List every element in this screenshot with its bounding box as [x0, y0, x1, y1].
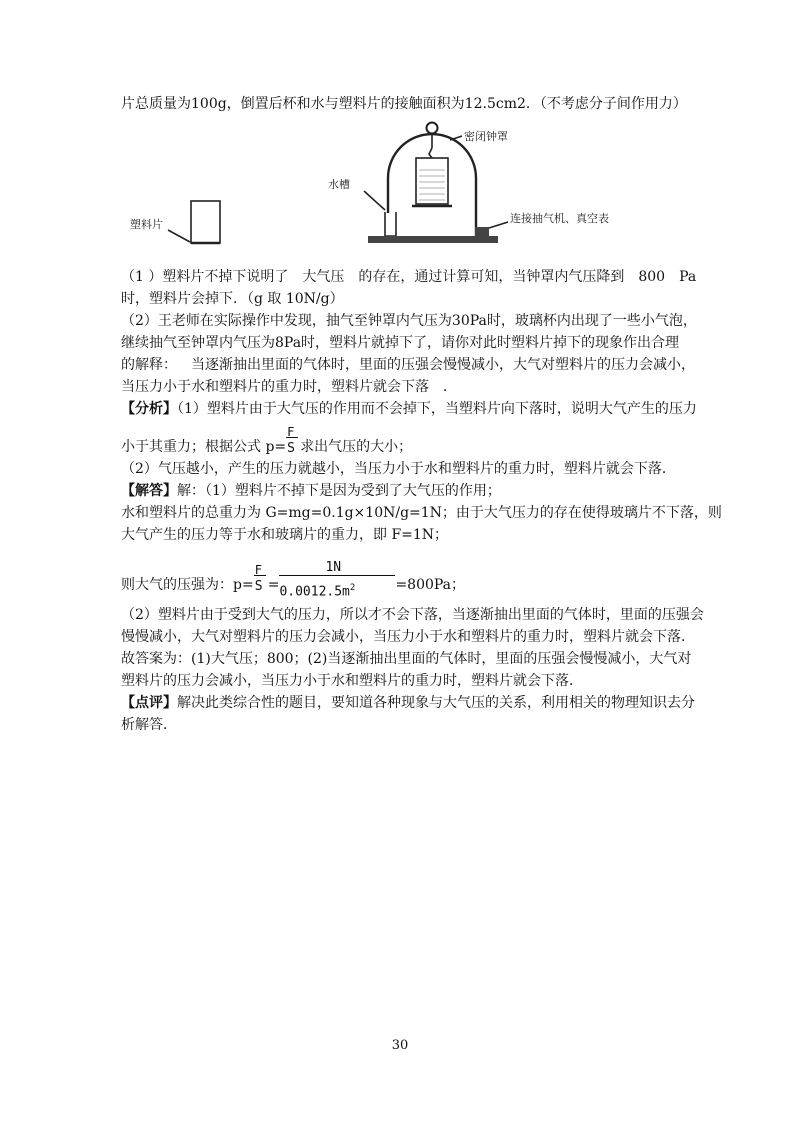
answer-line-7: 故答案为：(1)大气压；800；(2)当逐渐抽出里面的气体时，里面的压强会慢慢减小，大气对	[121, 651, 692, 667]
comment-line-1: 【点评】解决此类综合性的题目，要知道各种现象与大气压的关系，利用相关的物理知识去分	[121, 695, 695, 711]
answer-line-3: 大气产生的压力等于水和玻璃片的重力，即 F=1N；	[121, 527, 449, 543]
problem-line-1: 片总质量为100g，倒置后杯和水与塑料片的接触面积为12.5cm2．（不考虑分子间作用力）	[121, 96, 687, 112]
water-tank	[385, 212, 396, 236]
q2-line-4: 当压力小于水和塑料片的重力时，塑料片就会下落 ．	[121, 379, 457, 395]
answer-line-5: （2）塑料片由于受到大气的压力，所以才不会下落，当逐渐抽出里面的气体时，里面的压强会	[121, 607, 704, 623]
formula-fraction: $\frac{F}{S}$	[286, 436, 300, 458]
answer-line-2: 水和塑料片的总重力为 G=mg=0.1g×10N/g=1N；由于大气压力的存在使得玻璃片不下落，则	[121, 505, 722, 521]
answer-blank-1: 大气压	[302, 269, 345, 285]
page-number: 30	[391, 1038, 409, 1053]
bell-jar-diagram	[120, 118, 609, 250]
q1-line-2: 时，塑料片会掉下．（g 取 10N/g）	[121, 291, 344, 307]
comment-line-2: 析解答．	[121, 717, 177, 733]
answer-blank-2: 800	[638, 269, 666, 285]
pressure-fraction-symbolic: $\frac{F}{S}$	[254, 574, 268, 596]
analysis-line-1: 【分析】（1）塑料片由于大气压的作用而不会掉下，当塑料片向下落时，说明大气产生的压力	[121, 401, 697, 417]
label-pump: 连接抽气机、真空表	[510, 212, 609, 225]
analysis-line-3: （2）气压越小，产生的压力就越小，当压力小于水和塑料片的重力时，塑料片就会下落．	[121, 461, 676, 477]
label-plastic-sheet: 塑料片	[130, 218, 163, 231]
q1-line-1: （1 ）塑料片不掉下说明了 大气压 的存在，通过计算可知，当钟罩内气压降到 800 Pa	[121, 269, 697, 285]
q2-line-3: 的解释： 当逐渐抽出里面的气体时，里面的压强会慢慢减小，大气对塑料片的压力会减小，	[121, 357, 695, 373]
answer-tag: 【解答】	[121, 483, 177, 499]
answer-line-6: 慢慢减小，大气对塑料片的压力会减小，当压力小于水和塑料片的重力时，塑料片就会下落．	[121, 629, 695, 645]
answer-line-1: 【解答】解：（1）塑料片不掉下是因为受到了大气压的作用；	[121, 483, 501, 499]
answer-line-8: 塑料片的压力会减小，当压力小于水和塑料片的重力时，塑料片就会下落．	[121, 673, 583, 689]
analysis-tag: 【分析】	[121, 401, 177, 417]
comment-tag: 【点评】	[121, 695, 177, 711]
base-plate	[368, 236, 498, 243]
answer-line-4: 则大气的压强为：p= $\frac{F}{S}$ = $\frac{1N}{0.0012.5m^2}$ =800Pa；	[121, 560, 466, 600]
q2-line-2: 继续抽气至钟罩内气压为8Pa时，塑料片就掉下了，请你对此时塑料片掉下的现象作出合理	[121, 335, 680, 351]
q2-line-1: （2）王老师在实际操作中发现，抽气至钟罩内气压为30Pa时，玻璃杯内出现了一些小气泡，	[121, 313, 697, 329]
label-water-tank: 水槽	[328, 178, 350, 191]
plastic-cup	[191, 201, 220, 243]
suspended-cup	[416, 158, 448, 204]
analysis-line-2: 小于其重力；根据公式 p= $\frac{F}{S}$ 求出气压的大小；	[121, 425, 413, 456]
pressure-fraction-numeric: $\frac{1N}{0.0012.5m^2}$	[279, 574, 395, 596]
bell-hook	[427, 123, 438, 134]
label-bell-jar: 密闭钟罩	[464, 130, 508, 143]
